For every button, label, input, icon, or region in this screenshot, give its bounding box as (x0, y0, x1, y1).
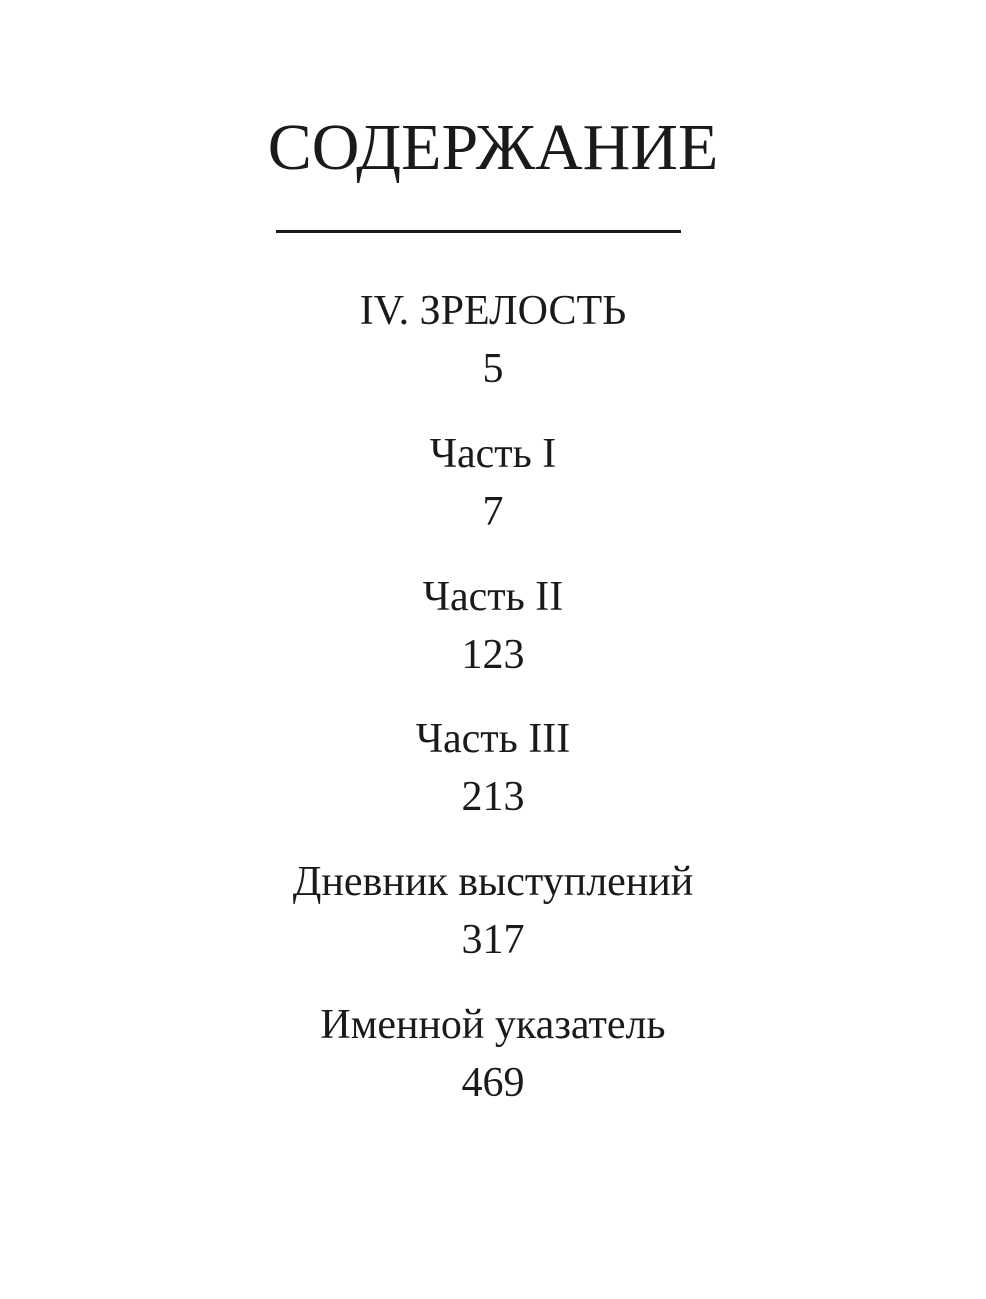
toc-entry-label: Часть I (429, 431, 557, 477)
toc-entry-label: Часть III (415, 716, 571, 762)
toc-entry (0, 572, 986, 680)
toc-entry-page: 213 (461, 774, 525, 820)
toc-entry (0, 714, 986, 822)
title-divider (276, 230, 681, 233)
toc-entry (0, 286, 986, 394)
toc-entry-label: IV. ЗРЕЛОСТЬ (359, 288, 627, 334)
toc-entry-page: 5 (482, 346, 504, 392)
toc-entry (0, 857, 986, 965)
toc-entry-label: Часть II (422, 574, 564, 620)
page-title: СОДЕРЖАНИЕ (267, 111, 719, 184)
toc-entry-page: 317 (461, 917, 525, 963)
toc-entry (0, 1000, 986, 1108)
toc-entry-page: 7 (482, 489, 504, 535)
toc-entry-page: 123 (461, 632, 525, 678)
toc-entry-label: Именной указатель (320, 1002, 666, 1048)
toc-entry (0, 429, 986, 537)
toc-entry-page: 469 (461, 1060, 525, 1106)
toc-entry-label: Дневник выступлений (292, 859, 694, 905)
